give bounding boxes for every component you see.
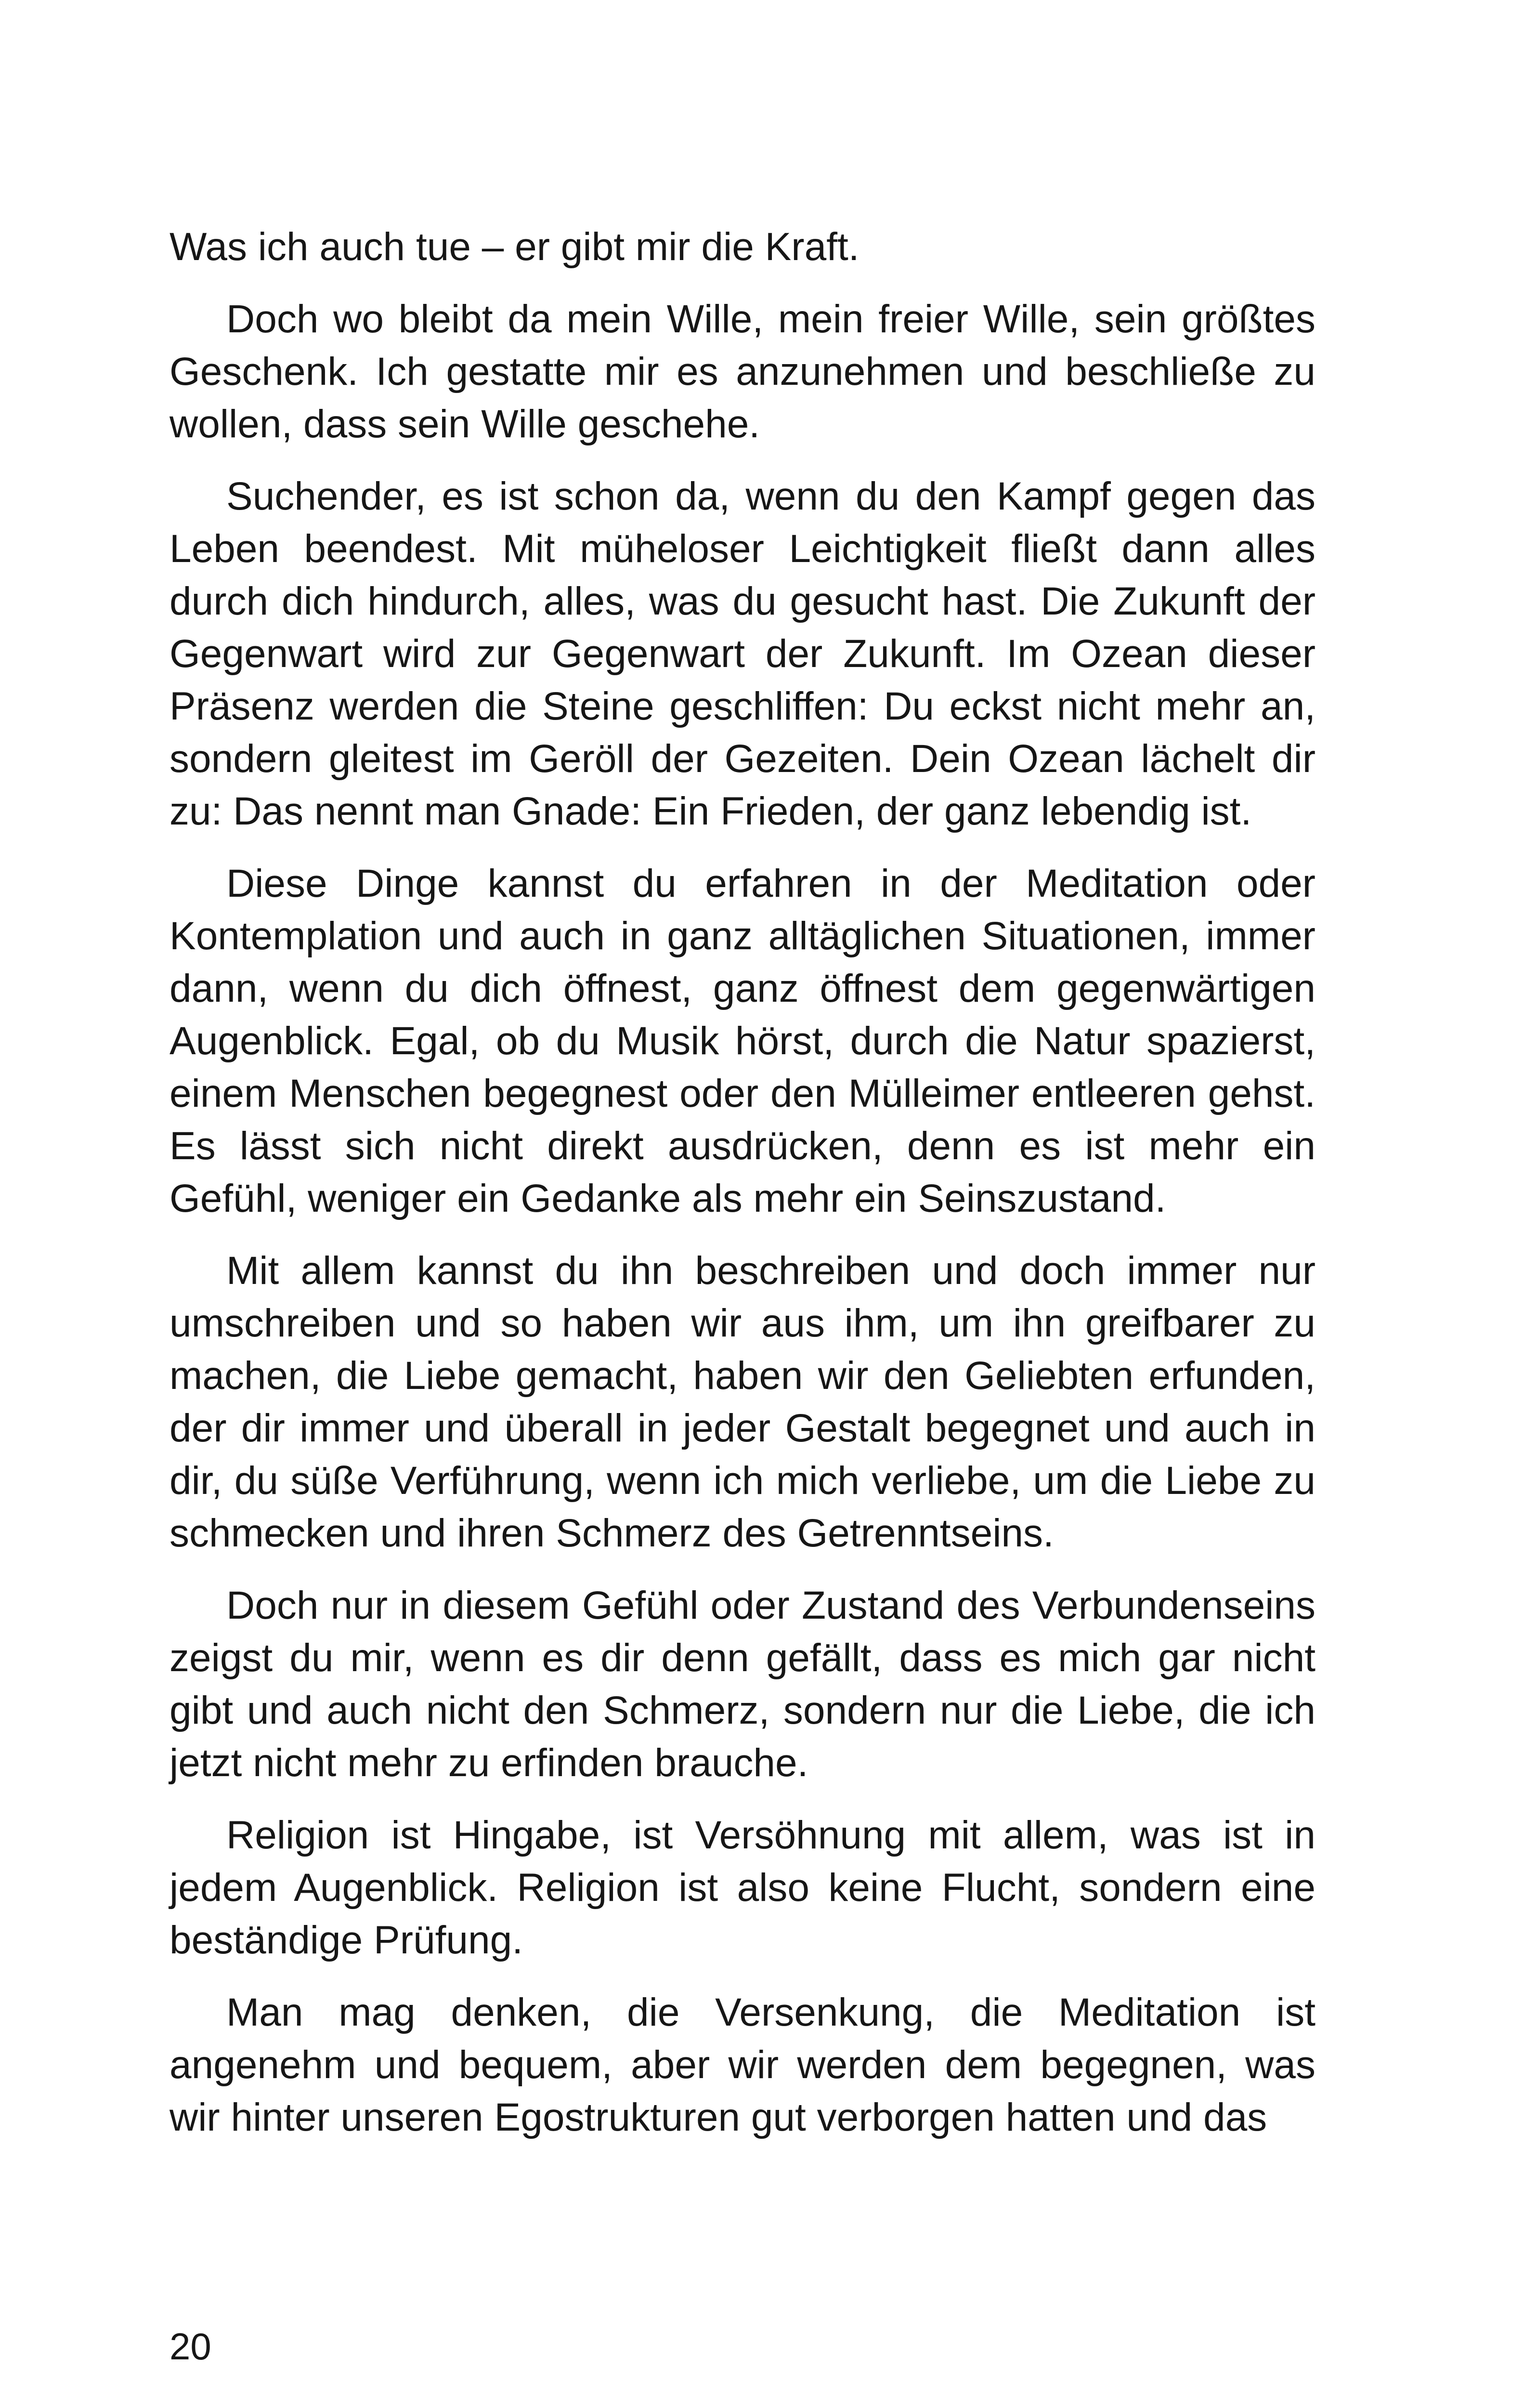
paragraph-2: Doch wo bleibt da mein Wille, mein freier Wille, sein größtes Geschenk. Ich gestatte mir es anzunehmen und beschließe zu wollen, dass sein Wille geschehe.	[169, 297, 1316, 446]
paragraph-3: Suchender, es ist schon da, wenn du den Kampf gegen das Leben beendest. Mit müheloser Leichtigkeit fließt dann alles durch dich hindurch, alles, was du gesucht hast. Die Zukunft der Gegenwart wird zur Gegenwart der Zukunft. Im Ozean dieser Präsenz werden die Steine geschliffen: Du eckst nicht mehr an, sondern gleitest im Geröll der Gezeiten. Dein Ozean lächelt dir zu: Das nennt man Gnade: Ein Frieden, der ganz lebendig ist.	[169, 474, 1316, 833]
paragraph-6: Doch nur in diesem Gefühl oder Zustand des Verbundenseins zeigst du mir, wenn es dir denn gefällt, dass es mich gar nicht gibt und auch nicht den Schmerz, sondern nur die Liebe, die ich jetzt nicht mehr zu erfinden brauche.	[169, 1584, 1316, 1785]
body-text	[169, 221, 1316, 2163]
paragraph-7: Religion ist Hingabe, ist Versöhnung mit allem, was ist in jedem Augenblick. Religion ist also keine Flucht, sondern eine beständige Prüfung.	[169, 1813, 1316, 1962]
paragraph-1: Was ich auch tue – er gibt mir die Kraft.	[169, 225, 860, 269]
paragraph-5: Mit allem kannst du ihn beschreiben und doch immer nur umschreiben und so haben wir aus ihm, um ihn greifbarer zu machen, die Liebe gemacht, haben wir den Geliebten erfunden, der dir immer und überall in jeder Gestalt begegnet und auch in dir, du süße Verführung, wenn ich mich verliebe, um die Liebe zu schmecken und ihren Schmerz des Getrenntseins.	[169, 1249, 1316, 1555]
page-number: 20	[169, 2325, 211, 2368]
paragraph-4: Diese Dinge kannst du erfahren in der Meditation oder Kontemplation und auch in ganz alltäglichen Situationen, immer dann, wenn du dich öffnest, ganz öffnest dem gegenwärtigen Augenblick. Egal, ob du Musik hörst, durch die Natur spazierst, einem Menschen begegnest oder den Mülleimer entleeren gehst. Es lässt sich nicht direkt ausdrücken, denn es ist mehr ein Gefühl, weniger ein Gedanke als mehr ein Seinszustand.	[169, 862, 1316, 1220]
paragraph-8: Man mag denken, die Versenkung, die Meditation ist angenehm und bequem, aber wir werden dem begegnen, was wir hinter unseren Egostrukturen gut verborgen hatten und das	[169, 1990, 1316, 2139]
